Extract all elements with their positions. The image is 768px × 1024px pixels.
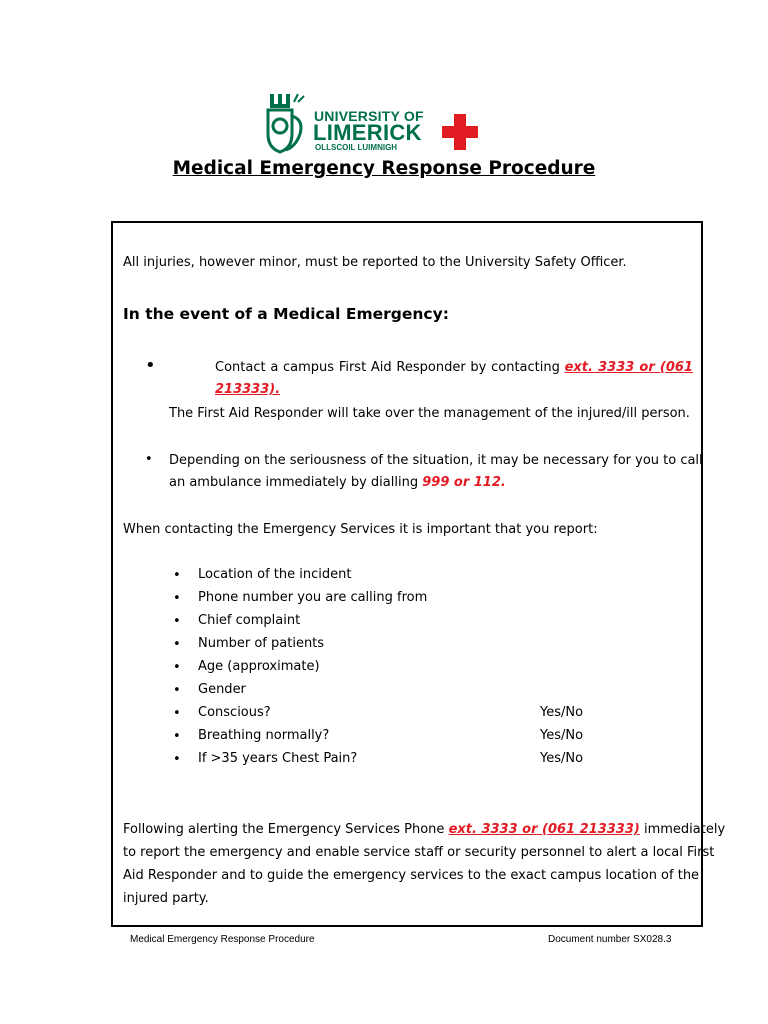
report-item-label: Chief complaint [198,613,301,628]
bullet-icon: • [145,355,156,376]
bullet-icon: • [173,568,181,583]
report-item-label: Age (approximate) [198,659,320,674]
report-item-label: Location of the incident [198,567,352,582]
report-item-label: Breathing normally? [198,728,330,743]
report-item-answer: Yes/No [540,705,584,720]
following-phone: ext. 3333 or (061 213333) [448,822,640,837]
bullet-icon: • [173,660,181,675]
following-line3: Aid Responder and to guide the emergency services to the exact campus location of the [123,868,700,883]
following-line2: to report the emergency and enable service staff or security personnel to alert a local First [123,845,715,860]
footer-title: Medical Emergency Response Procedure [130,934,315,945]
bullet-icon: • [173,729,181,744]
logo-text-limerick: LIMERICK [313,120,422,145]
bullet-icon: • [173,683,181,698]
report-item-label: Conscious? [198,705,271,720]
bullet-icon: • [173,637,181,652]
bullet-icon: • [173,614,181,629]
bullet-icon: • [173,752,181,767]
step2-line2 [169,474,506,492]
following-text-a: Following alerting the Emergency Services Phone [123,822,445,837]
report-item-label: If >35 years Chest Pain? [198,751,358,766]
bullet-icon: • [173,591,181,606]
footer-document-number: Document number SX028.3 [548,934,672,945]
step2-emergency-number: 999 or 112. [422,475,506,490]
following-line4: injured party. [123,891,209,906]
page-title: Medical Emergency Response Procedure [172,158,596,179]
red-cross-icon [442,114,478,150]
step1-phone: ext. 3333 or (061 [564,360,693,375]
logo-text-irish: OLLSCOIL LUIMNIGH [315,143,398,152]
intro-text: All injuries, however minor, must be reported to the University Safety Officer. [123,255,627,270]
step1-note: The First Aid Responder will take over the management of the injured/ill person. [169,406,690,421]
step2-line1: Depending on the seriousness of the situation, it may be necessary for you to call [169,453,703,468]
report-item-answer: Yes/No [540,751,584,766]
crest-icon [264,90,310,156]
following-line1 [123,821,726,839]
step2-text: an ambulance immediately by dialling [169,475,419,490]
step1-text: Contact a campus First Aid Responder by contacting [215,360,560,375]
emergency-heading: In the event of a Medical Emergency: [123,305,449,323]
logo-text-university-of: UNIVERSITY OF [314,108,424,124]
bullet-icon: • [145,452,153,467]
report-intro: When contacting the Emergency Services it is important that you report: [123,522,598,537]
step1-phone-cont: 213333). [215,382,281,397]
step1-line1 [215,359,693,377]
following-text-b: immediately [643,822,726,837]
report-item-label: Phone number you are calling from [198,590,428,605]
report-item-label: Gender [198,682,246,697]
report-item-answer: Yes/No [540,728,584,743]
step1-line2 [215,381,280,399]
bullet-icon: • [173,706,181,721]
report-item-label: Number of patients [198,636,325,651]
